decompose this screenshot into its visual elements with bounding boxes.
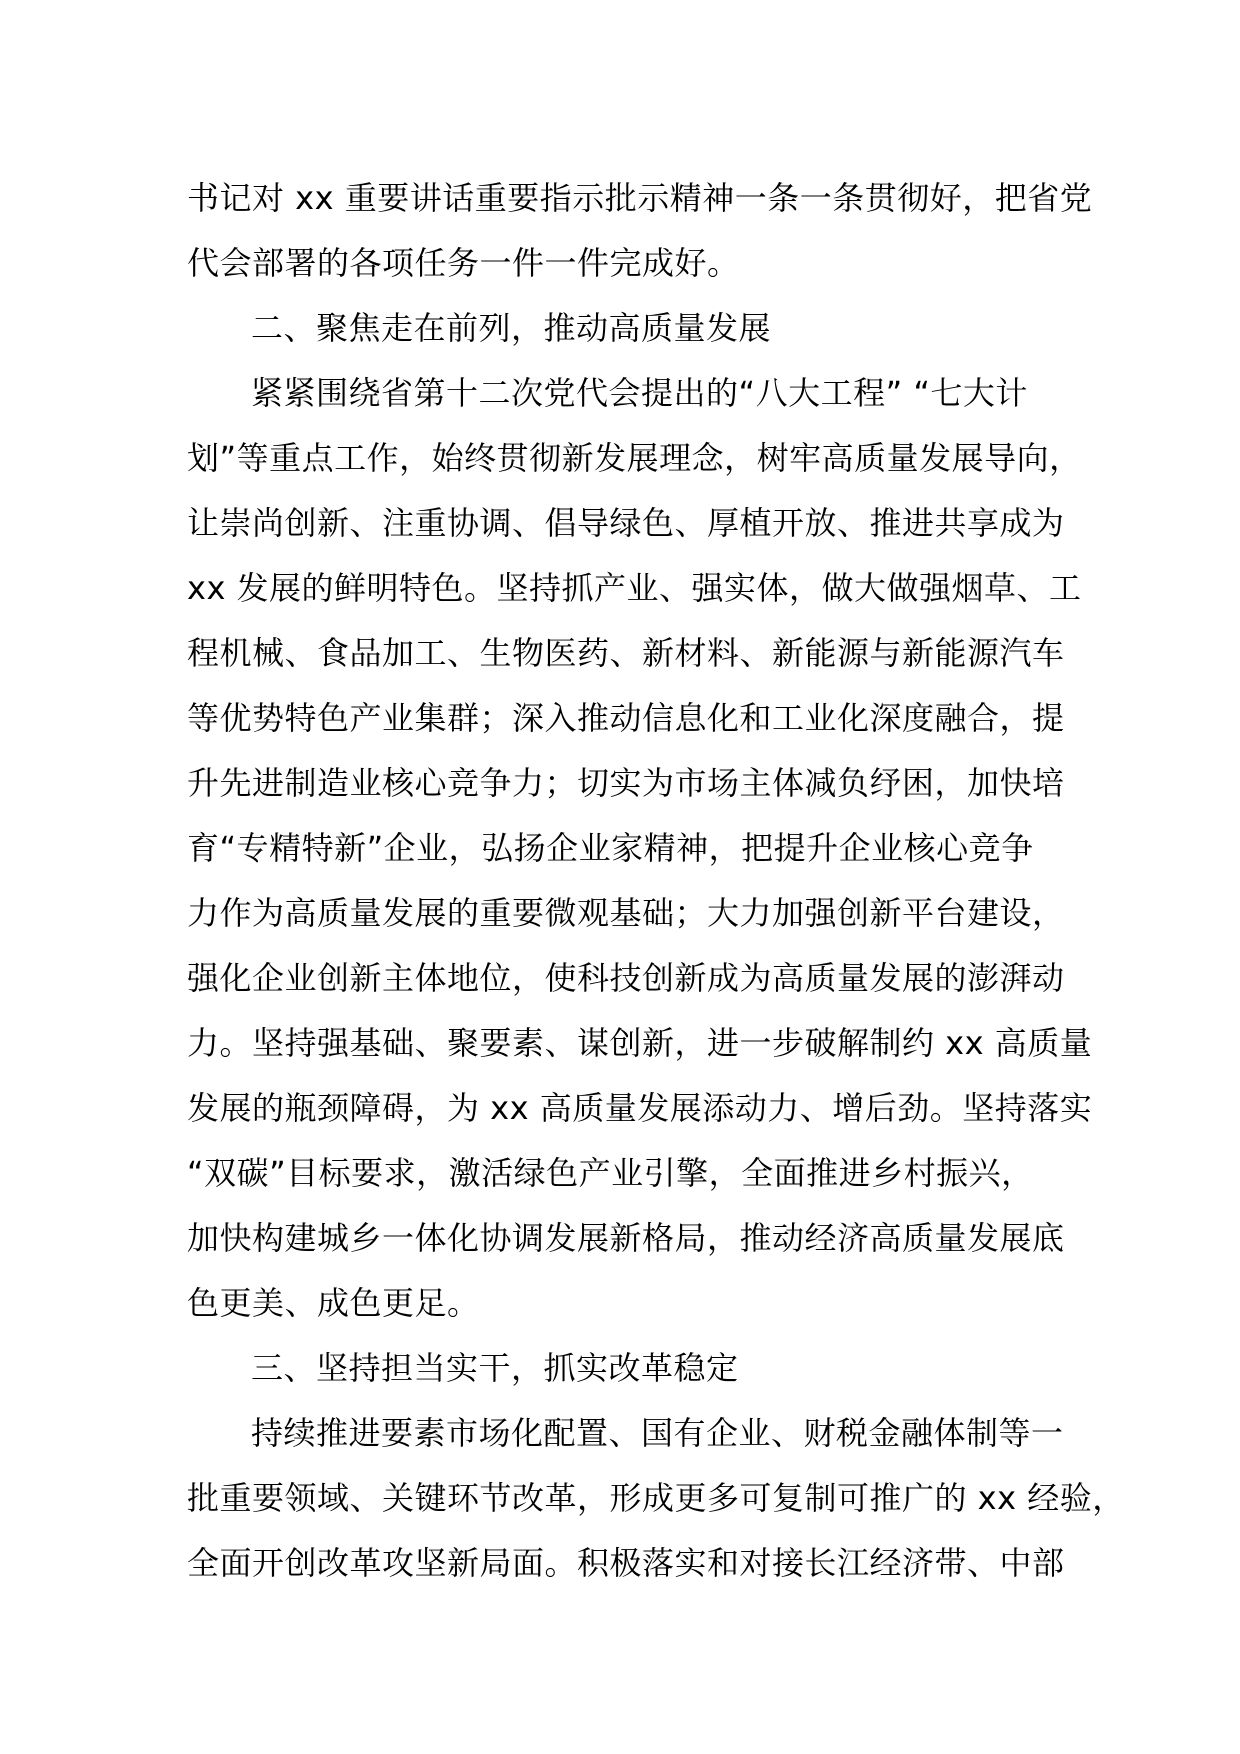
body-line: 全面开创改革攻坚新局面。积极落实和对接长江经济带、中部 <box>187 1544 1065 1582</box>
body-line: 色更美、成色更足。 <box>187 1284 480 1322</box>
body-line: xx 发展的鲜明特色。坚持抓产业、强实体，做大做强烟草、工 <box>187 569 1082 607</box>
body-line: “双碳”目标要求，激活绿色产业引擎，全面推进乡村振兴， <box>187 1154 1034 1192</box>
body-line: 批重要领域、关键环节改革，形成更多可复制可推广的 xx 经验， <box>187 1479 1125 1517</box>
body-line: 程机械、食品加工、生物医药、新材料、新能源与新能源汽车 <box>187 634 1065 672</box>
section-heading: 二、聚焦走在前列，推动高质量发展 <box>251 309 772 347</box>
body-line: 持续推进要素市场化配置、国有企业、财税金融体制等一 <box>251 1414 1064 1452</box>
document-body <box>187 166 1125 1596</box>
body-line: 代会部署的各项任务一件一件完成好。 <box>187 244 740 282</box>
body-line: 升先进制造业核心竞争力；切实为市场主体减负纾困，加快培 <box>187 764 1065 802</box>
section-heading: 三、坚持担当实干，抓实改革稳定 <box>251 1349 739 1387</box>
body-line: 强化企业创新主体地位，使科技创新成为高质量发展的澎湃动 <box>187 959 1065 997</box>
body-line: 书记对 xx 重要讲话重要指示批示精神一条一条贯彻好，把省党 <box>187 179 1093 217</box>
body-line: 划”等重点工作，始终贯彻新发展理念，树牢高质量发展导向， <box>187 439 1082 477</box>
body-line: 加快构建城乡一体化协调发展新格局，推动经济高质量发展底 <box>187 1219 1065 1257</box>
body-line: 发展的瓶颈障碍，为 xx 高质量发展添动力、增后劲。坚持落实 <box>187 1089 1093 1127</box>
body-line: 紧紧围绕省第十二次党代会提出的“八大工程” “七大计 <box>251 374 1028 412</box>
body-line: 力。坚持强基础、聚要素、谋创新，进一步破解制约 xx 高质量 <box>187 1024 1093 1062</box>
body-line: 育“专精特新”企业，弘扬企业家精神，把提升企业核心竞争 <box>187 829 1034 867</box>
body-line: 力作为高质量发展的重要微观基础；大力加强创新平台建设， <box>187 894 1065 932</box>
body-line: 等优势特色产业集群；深入推动信息化和工业化深度融合，提 <box>187 699 1065 737</box>
body-line: 让崇尚创新、注重协调、倡导绿色、厚植开放、推进共享成为 <box>187 504 1065 542</box>
